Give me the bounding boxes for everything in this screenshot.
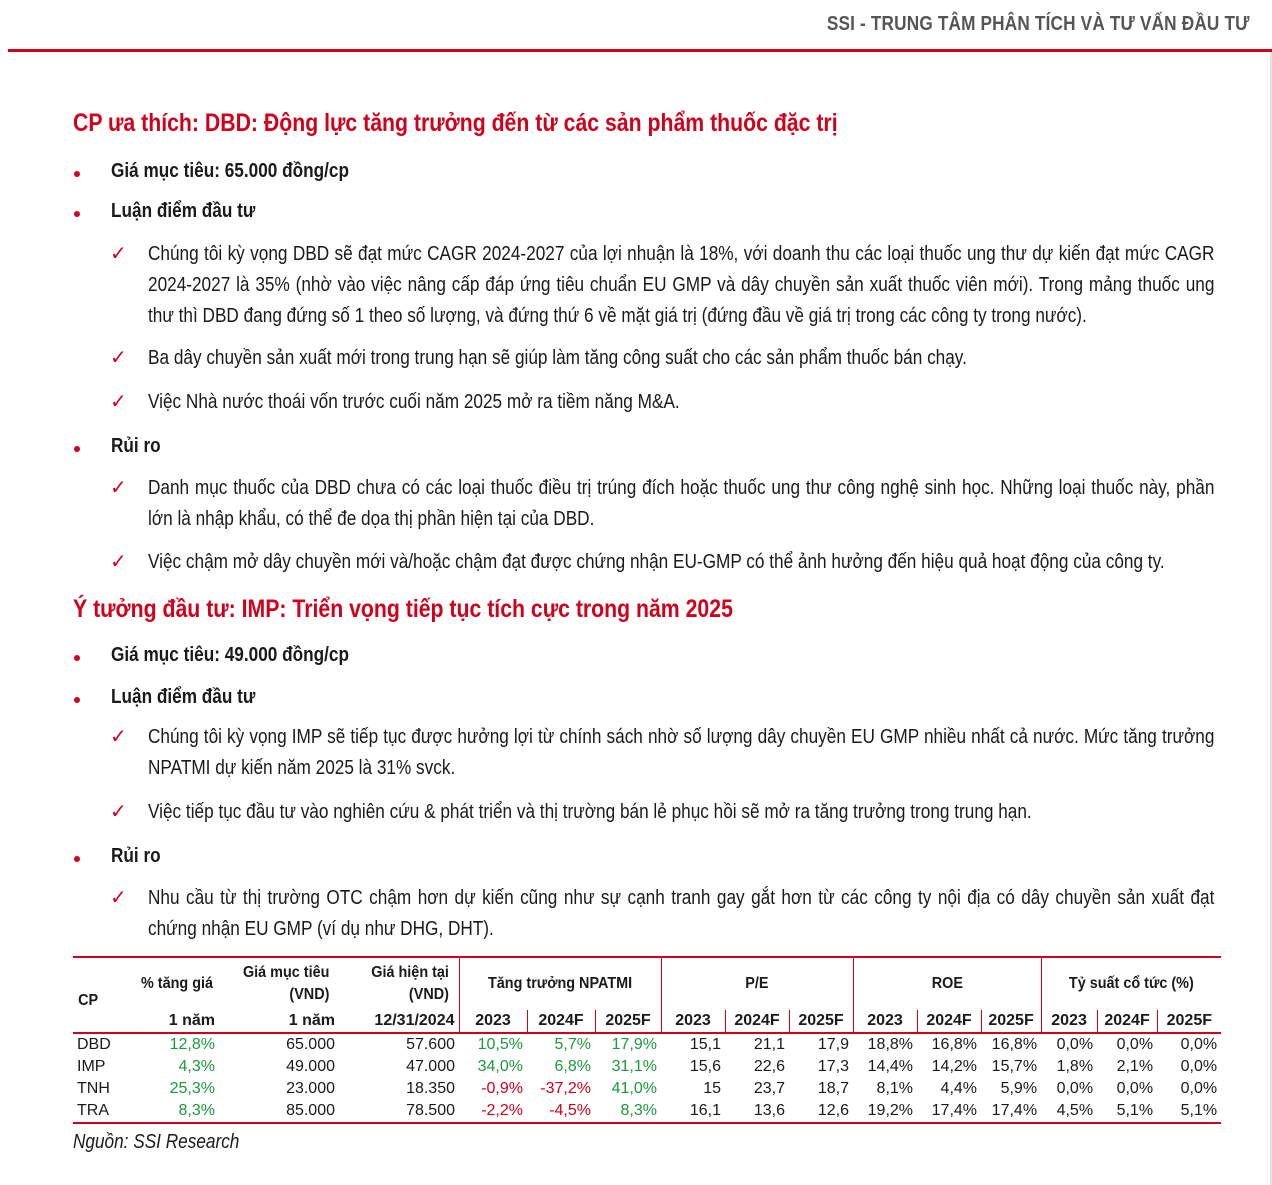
table-row	[73, 1056, 1221, 1078]
cell-dividend-yield: 5,1%	[1116, 1102, 1154, 1119]
risk-item: Nhu cầu từ thị trường OTC chậm hơn dự kiến cũng như sự cạnh tranh gay gắt hơn từ các công ty nội địa có dây chuyền sản xuất đạt chứng nhận EU GMP (ví dụ như DHG, DHT).	[148, 887, 1215, 940]
cell-price-change: 4,3%	[178, 1058, 215, 1075]
cell-current-price: 47.000	[406, 1058, 455, 1075]
thesis-item: Việc Nhà nước thoái vốn trước cuối năm 2025 mở ra tiềm năng M&A.	[148, 391, 680, 413]
cell-dividend-yield: 0,0%	[1056, 1036, 1094, 1053]
cell-dividend-yield: 0,0%	[1056, 1080, 1094, 1097]
cell-pe: 23,7	[753, 1080, 785, 1097]
cell-pe: 15,1	[689, 1036, 721, 1053]
cell-roe: 14,2%	[931, 1058, 978, 1075]
year-header: 2025F	[789, 1010, 853, 1033]
cell-pe: 17,3	[817, 1058, 850, 1075]
table-row	[73, 1033, 1221, 1056]
cell-npatmi-growth: 6,8%	[554, 1058, 591, 1075]
year-header: 2025F	[595, 1010, 661, 1033]
cell-dividend-yield: 0,0%	[1180, 1058, 1218, 1075]
cell-pe: 16,1	[689, 1102, 721, 1119]
cell-target-price: 85.000	[286, 1102, 335, 1119]
cell-current-price: 78.500	[406, 1102, 455, 1119]
cell-roe: 16,8%	[991, 1036, 1038, 1053]
subheader-change: 1 năm	[133, 1010, 219, 1033]
cell-target-price: 65.000	[286, 1036, 335, 1053]
cell-dividend-yield: 0,0%	[1116, 1036, 1154, 1053]
col-header-change: % tăng giá	[141, 975, 214, 992]
cell-roe: 17,4%	[931, 1102, 978, 1119]
bullet-icon	[74, 697, 80, 703]
table-subheader-row	[73, 1010, 1221, 1033]
cell-ticker: IMP	[77, 1058, 106, 1075]
bullet-icon	[74, 211, 80, 217]
cell-price-change: 8,3%	[178, 1102, 215, 1119]
section-title-dbd: CP ưa thích: DBD: Động lực tăng trưởng đến từ các sản phẩm thuốc đặc trị	[73, 109, 838, 137]
cell-npatmi-growth: 41,0%	[611, 1080, 657, 1097]
cell-roe: 15,7%	[991, 1058, 1038, 1075]
valuation-table	[73, 956, 1221, 1124]
cell-ticker: DBD	[77, 1036, 111, 1053]
table-row	[73, 1100, 1221, 1123]
cell-dividend-yield: 4,5%	[1056, 1102, 1094, 1119]
cell-target-price: 23.000	[286, 1080, 335, 1097]
col-header-target: Giá mục tiêu (VND)	[242, 964, 330, 1003]
cell-current-price: 18.350	[406, 1080, 455, 1097]
cell-dividend-yield: 0,0%	[1180, 1080, 1218, 1097]
cell-npatmi-growth: 8,3%	[620, 1102, 657, 1119]
thesis-item: Chúng tôi kỳ vọng IMP sẽ tiếp tục được hưởng lợi từ chính sách nhờ số lượng dây chuyền EU GMP nhiều nhất cả nước. Mức tăng trưởng NPATMI dự kiến năm 2025 là 31% svck.	[148, 726, 1215, 779]
cell-npatmi-growth: 5,7%	[554, 1036, 591, 1053]
cell-dividend-yield: 0,0%	[1180, 1036, 1218, 1053]
year-header: 2023	[1041, 1010, 1097, 1033]
bullet-icon	[74, 446, 80, 452]
col-header-pe: P/E	[661, 957, 853, 1010]
checkmark-icon: ✓	[110, 726, 127, 748]
table-header-row	[73, 957, 1221, 1010]
cell-npatmi-growth: 31,1%	[611, 1058, 657, 1075]
cell-npatmi-growth: 10,5%	[477, 1036, 523, 1053]
cell-roe: 14,4%	[867, 1058, 914, 1075]
cell-roe: 5,9%	[1000, 1080, 1038, 1097]
cell-roe: 19,2%	[867, 1102, 914, 1119]
cell-dividend-yield: 1,8%	[1056, 1058, 1094, 1075]
cell-pe: 17,9	[817, 1036, 850, 1053]
year-header: 2023	[661, 1010, 725, 1033]
bullet-icon	[74, 655, 80, 661]
checkmark-icon: ✓	[110, 887, 127, 909]
cell-roe: 17,4%	[991, 1102, 1038, 1119]
col-header-growth: Tăng trưởng NPATMI	[459, 957, 661, 1010]
thesis-item: Việc tiếp tục đầu tư vào nghiên cứu & phát triển và thị trường bán lẻ phục hồi sẽ mở ra tăng trưởng trong trung hạn.	[148, 801, 1032, 823]
cell-pe: 18,7	[817, 1080, 850, 1097]
cell-pe: 21,1	[753, 1036, 785, 1053]
year-header: 2024F	[917, 1010, 981, 1033]
table-body	[73, 1033, 1221, 1123]
cell-pe: 13,6	[753, 1102, 785, 1119]
bullet-icon	[74, 171, 80, 177]
subheader-target: 1 năm	[219, 1010, 339, 1033]
cell-dividend-yield: 0,0%	[1116, 1080, 1154, 1097]
checkmark-icon: ✓	[110, 477, 127, 499]
thesis-item: Chúng tôi kỳ vọng DBD sẽ đạt mức CAGR 2024-2027 của lợi nhuận là 18%, với doanh thu các loại thuốc ung thư dự kiến đạt mức CAGR 2024-2027 là 35% (nhờ vào việc nâng cấp đáp ứng tiêu chuẩn EU GMP và dây chuyền sản xuất thuốc viên mới). Trong mảng thuốc ung thư thì DBD đang đứng số 1 theo số lượng, và đứng thứ 6 về mặt giá trị (đứng đầu về giá trị trong các công ty trong nước).	[148, 243, 1215, 327]
year-header: 2025F	[1157, 1010, 1221, 1033]
checkmark-icon: ✓	[110, 551, 127, 573]
cell-pe: 12,6	[817, 1102, 850, 1119]
subheader-current: 12/31/2024	[339, 1010, 459, 1033]
cell-npatmi-growth: 34,0%	[477, 1058, 523, 1075]
checkmark-icon: ✓	[110, 347, 127, 369]
col-header-yield: Tỷ suất cổ tức (%)	[1041, 957, 1221, 1010]
col-header-roe: ROE	[853, 957, 1041, 1010]
cell-npatmi-growth: -0,9%	[481, 1080, 523, 1097]
section-title-imp: Ý tưởng đầu tư: IMP: Triển vọng tiếp tục tích cực trong năm 2025	[73, 595, 733, 623]
cell-roe: 18,8%	[867, 1036, 914, 1053]
checkmark-icon: ✓	[110, 243, 127, 265]
cell-npatmi-growth: -2,2%	[481, 1102, 523, 1119]
header-divider	[8, 49, 1272, 52]
year-header: 2024F	[527, 1010, 595, 1033]
checkmark-icon: ✓	[110, 801, 127, 823]
cell-current-price: 57.600	[406, 1036, 455, 1053]
year-header: 2024F	[725, 1010, 789, 1033]
cell-price-change: 12,8%	[169, 1036, 215, 1053]
year-header: 2025F	[981, 1010, 1041, 1033]
cell-price-change: 25,3%	[169, 1080, 215, 1097]
cell-roe: 8,1%	[876, 1080, 914, 1097]
risk-item: Việc chậm mở dây chuyền mới và/hoặc chậm đạt được chứng nhận EU-GMP có thể ảnh hưởng đến hiệu quả hoạt động của công ty.	[148, 551, 1165, 573]
valuation-table-grid	[73, 956, 1221, 1124]
cell-npatmi-growth: -4,5%	[549, 1102, 591, 1119]
bullet-icon	[74, 856, 80, 862]
year-header: 2024F	[1097, 1010, 1157, 1033]
year-header: 2023	[853, 1010, 917, 1033]
report-header: SSI - TRUNG TÂM PHÂN TÍCH VÀ TƯ VẤN ĐẦU TƯ	[827, 13, 1250, 35]
cell-npatmi-growth: -37,2%	[540, 1080, 591, 1097]
source-note: Nguồn: SSI Research	[73, 1131, 240, 1153]
year-header: 2023	[459, 1010, 527, 1033]
cell-dividend-yield: 5,1%	[1180, 1102, 1218, 1119]
cell-roe: 4,4%	[940, 1080, 978, 1097]
risk-item: Danh mục thuốc của DBD chưa có các loại thuốc điều trị trúng đích hoặc thuốc ung thư công nghệ sinh học. Những loại thuốc này, phần lớn là nhập khẩu, có thể đe dọa thị phần hiện tại của DBD.	[148, 477, 1215, 530]
cell-roe: 16,8%	[931, 1036, 978, 1053]
cell-dividend-yield: 2,1%	[1116, 1058, 1154, 1075]
cell-pe: 15	[703, 1080, 721, 1097]
col-header-current: Giá hiện tại (VND)	[371, 964, 449, 1003]
cell-npatmi-growth: 17,9%	[611, 1036, 657, 1053]
cell-ticker: TNH	[77, 1080, 110, 1097]
cell-target-price: 49.000	[286, 1058, 335, 1075]
thesis-item: Ba dây chuyền sản xuất mới trong trung hạn sẽ giúp làm tăng công suất cho các sản phẩm thuốc bán chạy.	[148, 347, 967, 369]
cell-ticker: TRA	[77, 1102, 109, 1119]
col-header-cp: CP	[78, 992, 99, 1009]
cell-pe: 22,6	[753, 1058, 785, 1075]
checkmark-icon: ✓	[110, 391, 127, 413]
cell-pe: 15,6	[689, 1058, 721, 1075]
table-row	[73, 1078, 1221, 1100]
